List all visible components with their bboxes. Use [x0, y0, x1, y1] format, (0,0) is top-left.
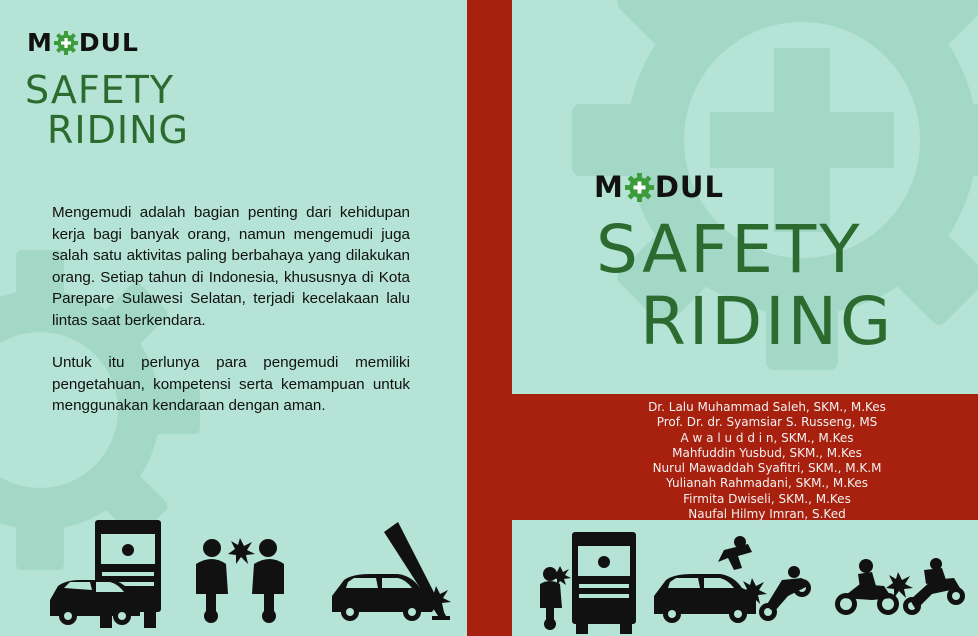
modul-letter-m: M [27, 28, 53, 57]
author-name: Firmita Dwiseli, SKM., M.Kes [683, 491, 851, 506]
description-paragraph-1: Mengemudi adalah bagian penting dari kehidupan kerja bagi banyak orang, namun mengemudi juga salah satu aktivitas paling berbahaya yang dilakukan orang. Setiap tahun di Indonesia, khususnya di Kota Parepare Sulawesi Selatan, terjadi kecelakaan lalu lintas saat berkendara. [52, 204, 410, 329]
motorcycle-collision-icon [835, 558, 965, 615]
back-title [25, 70, 189, 150]
description-paragraph-2: Untuk itu perlunya para pengemudi memiliki pengetahuan, kompetensi serta kemampuan untuk menggunakan kendaraan dengan aman. [52, 354, 410, 414]
front-accident-icons [512, 526, 978, 636]
back-title-line2: RIDING [47, 108, 189, 152]
car-pole-crash-icon [332, 522, 451, 621]
modul-letter-m: M [594, 170, 624, 204]
car-pedestrian-motorcycle-crash-icon [654, 536, 811, 623]
spine [467, 0, 512, 636]
gear-cross-icon [54, 31, 78, 55]
gear-cross-icon [625, 173, 654, 202]
author-name: Nurul Mawaddah Syafitri, SKM., M.K.M [652, 461, 882, 476]
author-name: Yulianah Rahmadani, SKM., M.Kes [666, 476, 868, 491]
front-cover [512, 0, 978, 636]
author-name: Dr. Lalu Muhammad Saleh, SKM., M.Kes [648, 400, 886, 414]
front-title [596, 211, 895, 360]
author-name: Naufal Hilmy Imran, S.Ked [688, 507, 846, 522]
front-title-line2: RIDING [640, 283, 895, 360]
back-cover [0, 0, 465, 636]
back-description [52, 202, 410, 438]
author-name: Mahfuddin Yusbud, SKM., M.Kes [672, 445, 862, 460]
author-name: Prof. Dr. dr. Syamsiar S. Russeng, MS [656, 415, 878, 430]
author-name: A w a l u d d i n, SKM., M.Kes [680, 430, 854, 445]
back-accident-icons [0, 508, 465, 636]
authors-list [622, 400, 912, 522]
front-title-line1: SAFETY [596, 211, 863, 288]
modul-letters-dul: DUL [654, 170, 724, 204]
motorcycle-truck-crash-icon [540, 532, 636, 634]
motorcycle-collision-icon [196, 538, 284, 623]
modul-letters-dul: DUL [78, 28, 139, 57]
modul-logo [594, 170, 724, 204]
back-title-line1: SAFETY [25, 68, 175, 112]
modul-logo-small [27, 28, 139, 57]
truck-car-crash-icon [50, 520, 161, 628]
